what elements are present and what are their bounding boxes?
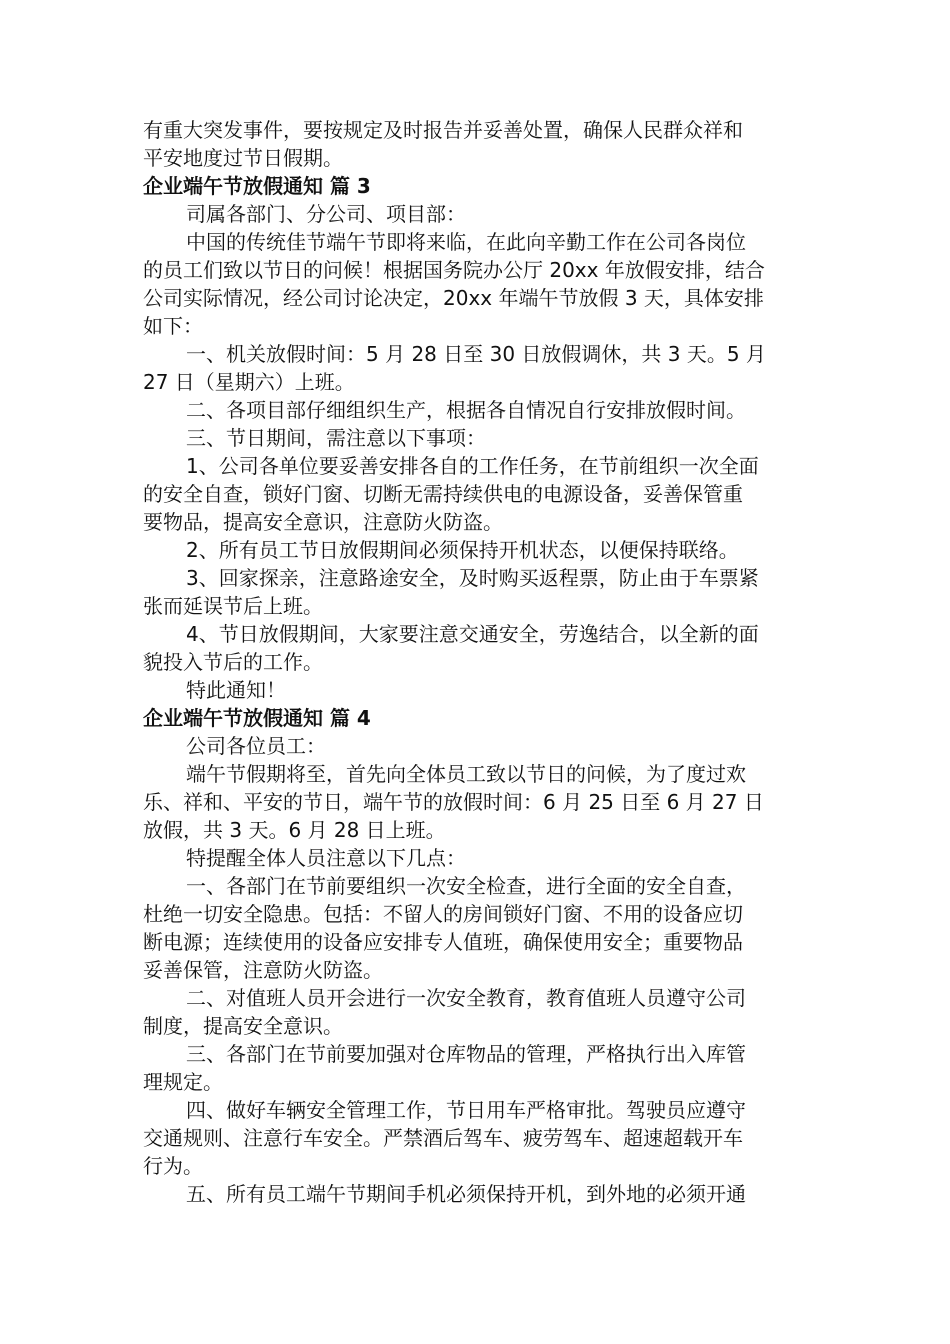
paragraph-line: 3、回家探亲，注意路途安全，及时购买返程票，防止由于车票紧 bbox=[186, 566, 759, 590]
paragraph-line: 张而延误节后上班。 bbox=[143, 594, 323, 618]
paragraph-line: 2、所有员工节日放假期间必须保持开机状态，以便保持联络。 bbox=[186, 538, 739, 562]
paragraph-line: 乐、祥和、平安的节日，端午节的放假时间：6 月 25 日至 6 月 27 日 bbox=[143, 790, 764, 814]
section-heading: 企业端午节放假通知 篇 4 bbox=[143, 706, 371, 730]
paragraph-line: 貌投入节后的工作。 bbox=[143, 650, 323, 674]
paragraph-line: 杜绝一切安全隐患。包括：不留人的房间锁好门窗、不用的设备应切 bbox=[143, 902, 743, 926]
paragraph-line: 五、所有员工端午节期间手机必须保持开机，到外地的必须开通 bbox=[186, 1182, 746, 1206]
paragraph-line: 一、机关放假时间：5 月 28 日至 30 日放假调休，共 3 天。5 月 bbox=[186, 342, 766, 366]
paragraph-line: 妥善保管，注意防火防盗。 bbox=[143, 958, 383, 982]
paragraph-line: 公司实际情况，经公司讨论决定，20xx 年端午节放假 3 天，具体安排 bbox=[143, 286, 764, 310]
paragraph-line: 制度，提高安全意识。 bbox=[143, 1014, 343, 1038]
paragraph-line: 1、公司各单位要妥善安排各自的工作任务，在节前组织一次全面 bbox=[186, 454, 759, 478]
paragraph-line: 三、各部门在节前要加强对仓库物品的管理，严格执行出入库管 bbox=[186, 1042, 746, 1066]
paragraph-line: 平安地度过节日假期。 bbox=[143, 146, 343, 170]
paragraph-line: 27 日（星期六）上班。 bbox=[143, 370, 355, 394]
paragraph-line: 如下： bbox=[143, 314, 203, 338]
paragraph-line: 特提醒全体人员注意以下几点： bbox=[186, 846, 466, 870]
paragraph-line: 三、节日期间，需注意以下事项： bbox=[186, 426, 486, 450]
paragraph-line: 理规定。 bbox=[143, 1070, 223, 1094]
document-page bbox=[143, 116, 809, 1208]
paragraph-line: 公司各位员工： bbox=[186, 734, 326, 758]
paragraph-line: 一、各部门在节前要组织一次安全检查，进行全面的安全自查， bbox=[186, 874, 746, 898]
paragraph-line: 4、节日放假期间，大家要注意交通安全，劳逸结合，以全新的面 bbox=[186, 622, 759, 646]
paragraph-line: 的员工们致以节日的问候！根据国务院办公厅 20xx 年放假安排，结合 bbox=[143, 258, 765, 282]
paragraph-line: 端午节假期将至，首先向全体员工致以节日的问候，为了度过欢 bbox=[186, 762, 746, 786]
paragraph-line: 司属各部门、分公司、项目部： bbox=[186, 202, 466, 226]
paragraph-line: 放假，共 3 天。6 月 28 日上班。 bbox=[143, 818, 446, 842]
paragraph-line: 特此通知！ bbox=[186, 678, 286, 702]
paragraph-line: 中国的传统佳节端午节即将来临，在此向辛勤工作在公司各岗位 bbox=[186, 230, 746, 254]
paragraph-line: 四、做好车辆安全管理工作，节日用车严格审批。驾驶员应遵守 bbox=[186, 1098, 746, 1122]
paragraph-line: 的安全自查，锁好门窗、切断无需持续供电的电源设备，妥善保管重 bbox=[143, 482, 743, 506]
section-heading: 企业端午节放假通知 篇 3 bbox=[143, 174, 371, 198]
paragraph-line: 有重大突发事件，要按规定及时报告并妥善处置，确保人民群众祥和 bbox=[143, 118, 743, 142]
paragraph-line: 断电源；连续使用的设备应安排专人值班，确保使用安全；重要物品 bbox=[143, 930, 743, 954]
paragraph-line: 要物品，提高安全意识，注意防火防盗。 bbox=[143, 510, 503, 534]
paragraph-line: 交通规则、注意行车安全。严禁酒后驾车、疲劳驾车、超速超载开车 bbox=[143, 1126, 743, 1150]
paragraph-line: 行为。 bbox=[143, 1154, 203, 1178]
paragraph-line: 二、对值班人员开会进行一次安全教育，教育值班人员遵守公司 bbox=[186, 986, 746, 1010]
paragraph-line: 二、各项目部仔细组织生产，根据各自情况自行安排放假时间。 bbox=[186, 398, 746, 422]
